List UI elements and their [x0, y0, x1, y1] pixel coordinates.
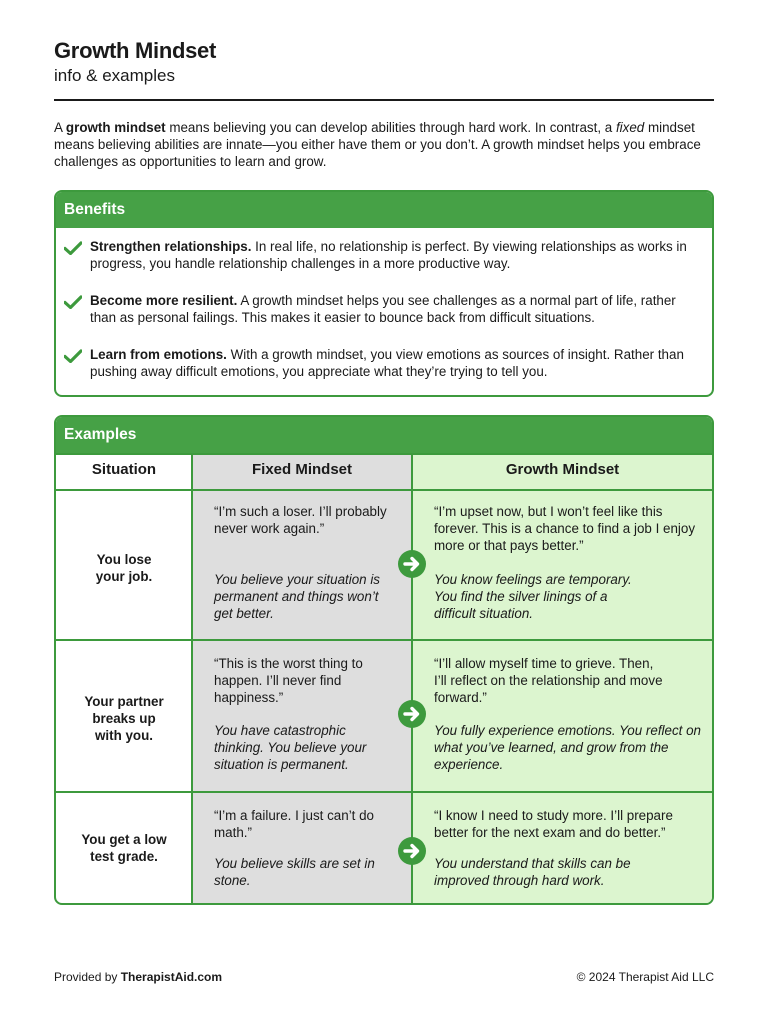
situation-cell: Your partner breaks up with you. — [84, 694, 164, 743]
fixed-quote: “This is the worst thing to happen. I’ll never find happiness.” — [214, 656, 363, 705]
arrow-right-circle-icon — [398, 837, 426, 865]
arrow-right-circle-icon — [398, 700, 426, 728]
check-icon — [64, 241, 82, 255]
row-divider — [56, 791, 712, 793]
benefit-text: Learn from emotions. With a growth mindset, you view emotions as sources of insight. Rather than pushing away difficult emotions, you appreciate what they’re trying to tell you. — [90, 347, 684, 379]
page-title: Growth Mindset — [54, 38, 217, 63]
row-divider — [56, 453, 712, 455]
examples-table — [56, 453, 712, 903]
footer-provided-by: Provided by TherapistAid.com — [54, 970, 223, 984]
column-header-growth: Growth Mindset — [505, 461, 620, 478]
fixed-note: You have catastrophic thinking. You believe your situation is permanent. — [214, 723, 367, 772]
benefits-heading: Benefits — [56, 192, 712, 228]
benefits-box — [54, 190, 714, 397]
growth-note: You understand that skills can be improved through hard work. — [434, 856, 631, 888]
intro-italic-term: fixed — [615, 120, 645, 135]
benefit-text: Strengthen relationships. In real life, no relationship is perfect. By viewing relationships as works in progress, you handle relationship challenges in a more productive way. — [90, 239, 687, 271]
arrow-right-circle-icon — [398, 550, 426, 578]
footer-brand-link[interactable]: TherapistAid.com — [120, 970, 223, 984]
examples-heading: Examples — [56, 417, 712, 453]
examples-box — [54, 415, 714, 905]
check-icon — [64, 349, 82, 363]
footer-copyright: © 2024 Therapist Aid LLC — [576, 970, 714, 984]
column-divider — [411, 453, 413, 903]
row-divider — [56, 639, 712, 641]
growth-quote: “I know I need to study more. I’ll prepare better for the next exam and do better.” — [434, 808, 673, 840]
fixed-note: You believe your situation is permanent and things won’t get better. — [214, 572, 380, 621]
row-divider — [56, 489, 712, 491]
column-header-fixed: Fixed Mindset — [251, 461, 352, 478]
column-header-situation: Situation — [91, 461, 157, 478]
fixed-quote: “I’m a failure. I just can’t do math.” — [214, 808, 375, 840]
title-divider — [54, 99, 714, 101]
page-subtitle: info & examples — [54, 66, 175, 85]
fixed-note: You believe skills are set in stone. — [214, 856, 375, 888]
check-icon — [64, 295, 82, 309]
situation-cell: You get a low test grade. — [81, 832, 167, 864]
growth-note: You know feelings are temporary. You find the silver linings of a difficult situation. — [434, 572, 632, 621]
benefit-text: Become more resilient. A growth mindset helps you see challenges as a normal part of life, rather than as personal failings. This makes it easier to bounce back from difficult situations. — [90, 293, 676, 325]
intro-bold-term: growth mindset — [65, 120, 166, 135]
intro-paragraph: A growth mindset means believing you can develop abilities through hard work. In contrast, a fixed mindset means believing abilities are innate—you either have them or you don’t. A growth mindset helps you embrace challenges as opportunities to learn and grow. — [54, 120, 701, 169]
situation-cell: You lose your job. — [95, 552, 153, 584]
growth-quote: “I’ll allow myself time to grieve. Then, I’ll reflect on the relationship and move forward.” — [434, 656, 663, 705]
growth-note: You fully experience emotions. You reflect on what you’ve learned, and grow from the experience. — [434, 723, 701, 772]
growth-quote: “I’m upset now, but I won’t feel like this forever. This is a chance to find a job I enjoy more or that pays better.” — [434, 504, 696, 553]
fixed-quote: “I’m such a loser. I’ll probably never work again.” — [214, 504, 387, 536]
